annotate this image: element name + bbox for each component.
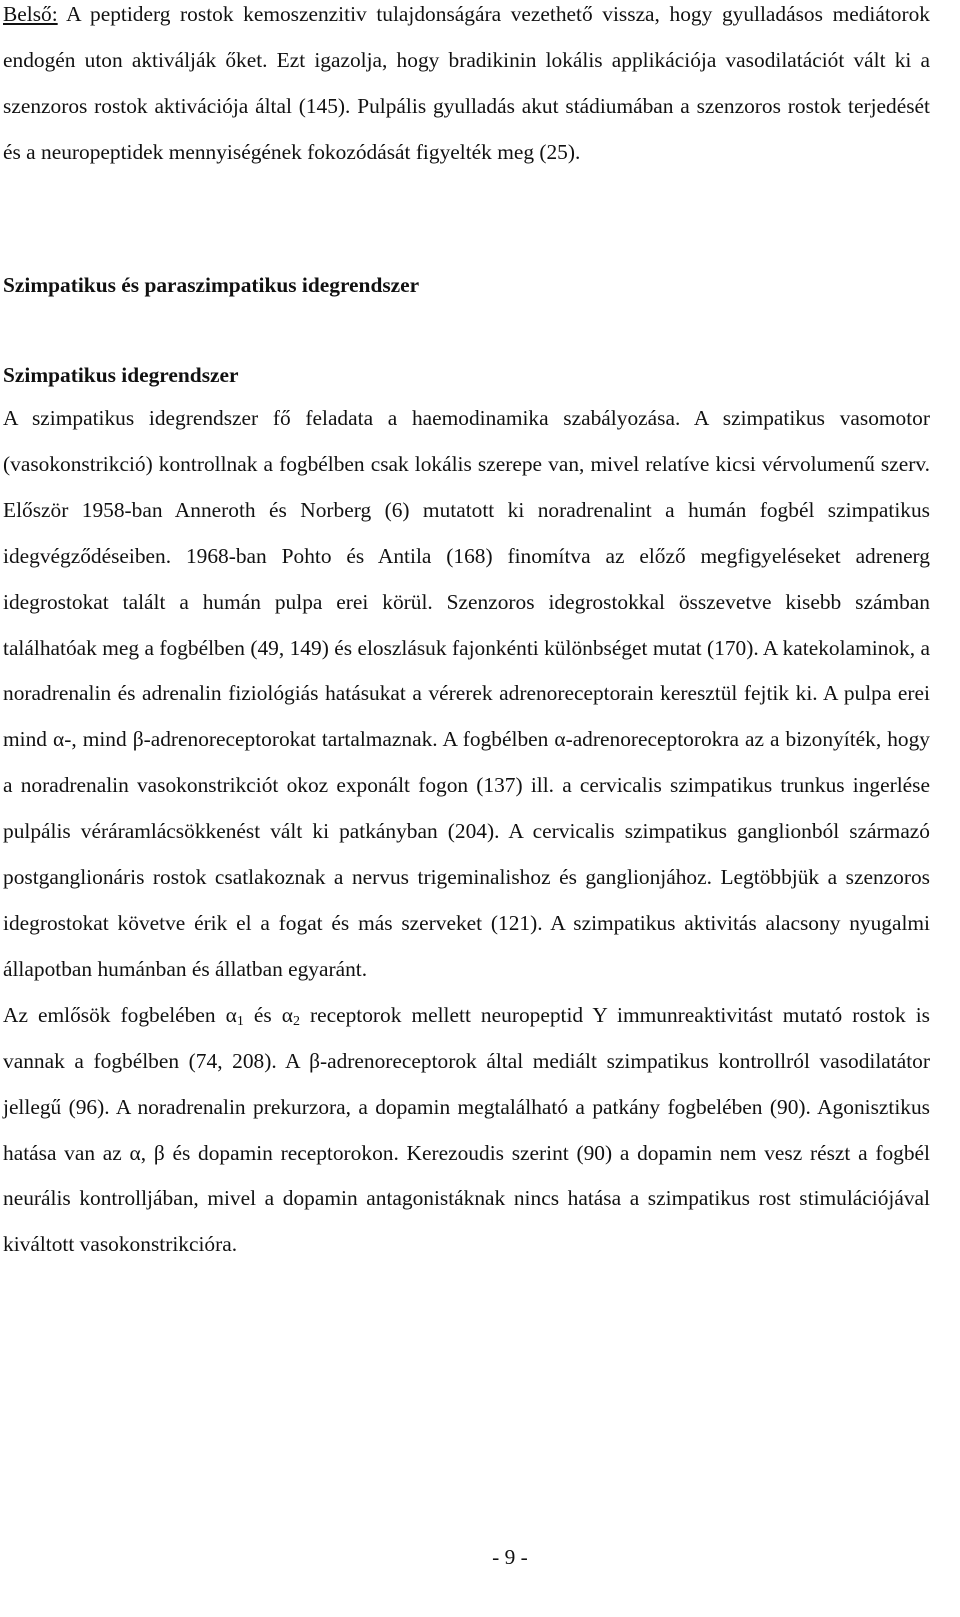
page-number: - 9 -	[492, 1545, 528, 1569]
alpha1-subscript: 1	[236, 1013, 244, 1029]
body-text	[3, 396, 930, 1268]
intro-text: A peptiderg rostok kemoszenzitiv tulajdonságára vezethető vissza, hogy gyulladásos mediátorok endogén uton aktiválják őket. Ezt igazolja, hogy bradikinin lokális applikációja vasodilatációt vált ki a szenzoros rostok aktivációja által (145). Pulpális gyulladás akut stádiumában a szenzoros rostok terjedését és a neuropeptidek mennyiségének fokozódását figyelték meg (25).	[3, 2, 930, 164]
body-paragraph-2-rest: receptorok mellett neuropeptid Y immunreaktivitást mutató rostok is vannak a fogbélben (74, 208). A β-adrenoreceptorok által mediált szimpatikus kontrollról vasodilatátor jellegű (96). A noradrenalin prekurzora, a dopamin megtalálható a patkány fogbelében (90). Agonisztikus hatása van az α, β és dopamin receptorokon. Kerezoudis szerint (90) a dopamin nem vesz részt a fogbél neurális kontrolljában, mivel a dopamin antagonistáknak nincs hatása a szimpatikus rost stimulációjával kiváltott vasokonstrikcióra.	[3, 1002, 930, 1257]
section-heading: Szimpatikus és paraszimpatikus idegrendszer	[3, 273, 420, 297]
body-paragraph-2-start: Az emlősök fogbelében α	[3, 1002, 237, 1027]
subsection-heading: Szimpatikus idegrendszer	[3, 363, 239, 387]
body-paragraph-1: A szimpatikus idegrendszer fő feladata a haemodinamika szabályozása. A szimpatikus vasomotor (vasokonstrikció) kontrollnak a fogbélben csak lokális szerepe van, mivel relatíve kicsi vérvolumenű szerv. Először 1958-ban Anneroth és Norberg (6) mutatott ki noradrenalint a humán fogbél szimpatikus idegvégződéseiben. 1968-ban Pohto és Antila (168) finomítva az előző megfigyeléseket adrenerg idegrostokat talált a humán pulpa erei körül. Szenzoros idegrostokkal összevetve kisebb számban találhatóak meg a fogbélben (49, 149) és eloszlásuk fajonkénti különbséget mutat (170). A katekolaminok, a noradrenalin és adrenalin fiziológiás hatásukat a vérerek adrenoreceptorain keresztül fejtik ki. A pulpa erei mind α-, mind β-adrenoreceptorokat tartalmaznak. A fogbélben α-adrenoreceptorokra az a bizonyíték, hogy a noradrenalin vasokonstrikciót okoz exponált fogon (137) ill. a cervicalis szimpatikus trunkus ingerlése pulpális véráramlácsökkenést vált ki patkányban (204). A cervicalis szimpatikus ganglionból származó postganglionáris rostok csatlakoznak a nervus trigeminalishoz és ganglionjához. Legtöbbjük a szenzoros idegrostokat követve érik el a fogat és más szerveket (121). A szimpatikus aktivitás alacsony nyugalmi állapotban humánban és állatban egyaránt.	[3, 406, 930, 981]
body-paragraph-2-mid: és α	[243, 1002, 293, 1027]
body-paragraph-2	[3, 993, 930, 1268]
intro-paragraph	[3, 0, 930, 176]
intro-label: Belső:	[3, 2, 58, 26]
alpha2-subscript: 2	[292, 1013, 300, 1029]
